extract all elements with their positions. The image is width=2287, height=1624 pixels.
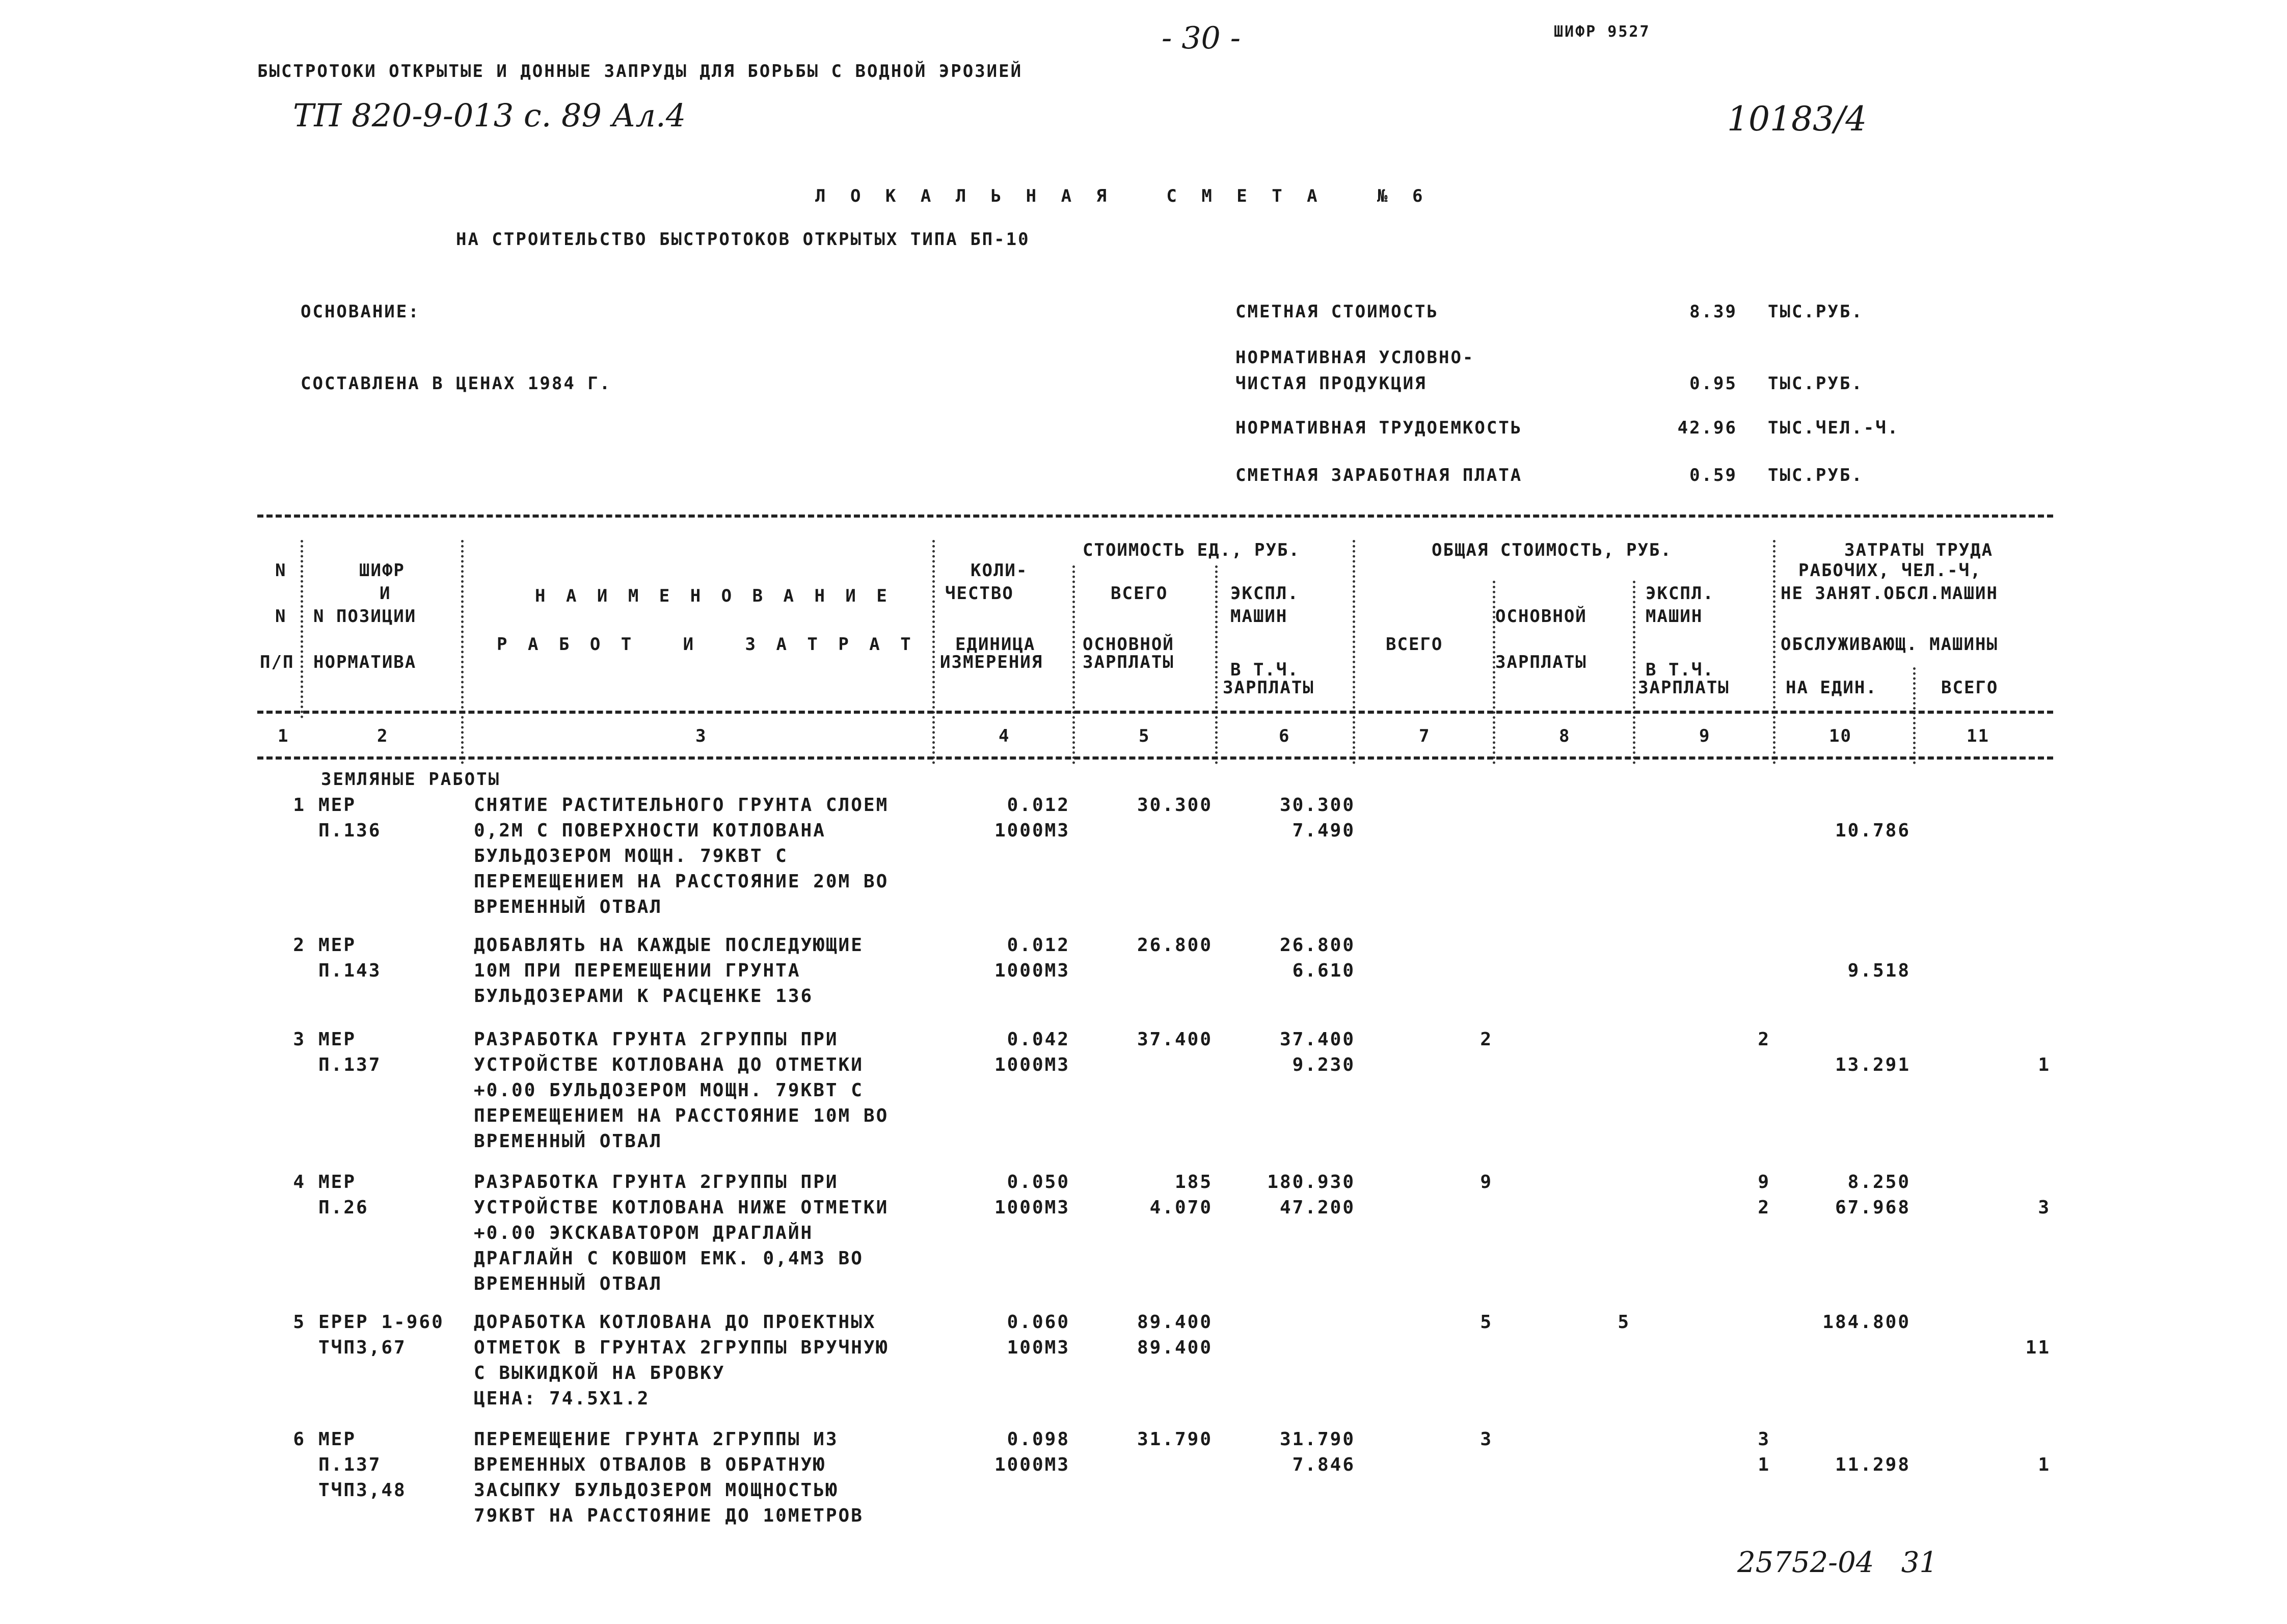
row-unit-cost-total: 31.790 [1137,1429,1213,1450]
header-col4: ЧЕСТВО [945,583,1014,604]
row-unit-cost-machine-wages: 9.230 [1292,1054,1355,1075]
row-total-cost: 3 [1480,1429,1493,1450]
basis-label: ОСНОВАНИЕ: [301,302,420,322]
summary-unit: ТЫС.ЧЕЛ.-Ч. [1768,418,1900,438]
row-name-line: ДОБАВЛЯТЬ НА КАЖДЫЕ ПОСЛЕДУЮЩИЕ [474,935,864,956]
column-number: 4 [999,726,1010,746]
header-col3: Р А Б О Т И З А Т Р А Т [497,634,916,655]
summary-value: 42.96 [1677,418,1737,438]
cipher-code: ШИФР 9527 [1554,23,1651,41]
summary-value: 0.95 [1689,373,1737,394]
prices-label: СОСТАВЛЕНА В ЦЕНАХ 1984 Г. [301,373,612,394]
row-labor-per-unit-machines: 67.968 [1835,1197,1911,1218]
row-unit-cost-machines: 180.930 [1267,1172,1355,1193]
row-total-cost: 9 [1480,1172,1493,1193]
row-code: ЕРЕР 1-960 [318,1312,444,1333]
header-col5: ВСЕГО [1111,583,1168,604]
row-code: П.137 [318,1054,382,1075]
row-name-line: ЦЕНА: 74.5X1.2 [474,1388,650,1409]
column-separator [1353,540,1355,764]
row-unit-cost-total: 37.400 [1137,1029,1213,1050]
row-quantity: 0.098 [1007,1429,1070,1450]
row-name-line: ВРЕМЕННЫЙ ОТВАЛ [474,1274,663,1294]
header-col1: N [275,606,287,627]
header-col4: ИЗМЕРЕНИЯ [940,652,1043,672]
summary-value: 8.39 [1689,302,1737,322]
header-col9: МАШИН [1646,606,1703,627]
row-name-line: ДРАГЛАЙН С КОВШОМ ЕМК. 0,4М3 ВО [474,1248,864,1269]
row-code: МЕР [318,1172,357,1193]
row-quantity: 0.012 [1007,935,1070,956]
row-labor-total: 1 [2038,1054,2051,1075]
row-unit: 1000М3 [994,1197,1070,1218]
header-col6: ЗАРПЛАТЫ [1223,678,1314,698]
row-name-line: +0.00 БУЛЬДОЗЕРОМ МОЩН. 79КВТ С [474,1080,864,1101]
row-name-line: ВРЕМЕННЫХ ОТВАЛОВ В ОБРАТНУЮ [474,1454,826,1475]
header-col4: ЕДИНИЦА [955,634,1036,655]
row-unit-cost-machine-wages: 7.490 [1292,820,1355,841]
row-name-line: БУЛЬДОЗЕРОМ МОЩН. 79КВТ С [474,846,788,867]
row-labor-total: 11 [2025,1337,2051,1358]
header-col8: ЗАРПЛАТЫ [1495,652,1587,672]
row-unit-cost-total: 26.800 [1137,935,1213,956]
header-col2: И [380,583,391,604]
column-number: 9 [1699,726,1711,746]
row-unit-cost-total: 30.300 [1137,795,1213,816]
series-title: БЫСТРОТОКИ ОТКРЫТЫЕ И ДОННЫЕ ЗАПРУДЫ ДЛЯ БОРЬБЫ С ВОДНОЙ ЭРОЗИЕЙ [257,61,1023,82]
row-name-line: УСТРОЙСТВЕ КОТЛОВАНА НИЖЕ ОТМЕТКИ [474,1197,889,1218]
row-name-line: 79КВТ НА РАССТОЯНИЕ ДО 10МЕТРОВ [474,1505,864,1526]
header-col9: В Т.Ч. [1646,660,1714,680]
row-labor-total: 1 [2038,1454,2051,1475]
row-labor-per-unit: 184.800 [1822,1312,1911,1333]
row-name-line: 0,2М С ПОВЕРХНОСТИ КОТЛОВАНА [474,820,826,841]
row-unit: 1000М3 [994,1054,1070,1075]
row-code: МЕР [318,1429,357,1450]
row-name-line: ОТМЕТОК В ГРУНТАХ 2ГРУППЫ ВРУЧНУЮ [474,1337,889,1358]
column-number: 1 [278,726,289,746]
header-total-cost: ОБЩАЯ СТОИМОСТЬ, РУБ. [1432,540,1672,560]
row-unit-cost-machine-wages: 6.610 [1292,960,1355,981]
row-total-machine-wages: 1 [1758,1454,1770,1475]
header-col2: ШИФР [359,560,405,581]
document-number: 10183/4 [1727,99,1867,139]
column-number: 10 [1829,726,1852,746]
row-name-line: РАЗРАБОТКА ГРУНТА 2ГРУППЫ ПРИ [474,1172,839,1193]
row-name-line: ПЕРЕМЕЩЕНИЕ ГРУНТА 2ГРУППЫ ИЗ [474,1429,839,1450]
header-col10: НА ЕДИН. [1786,678,1877,698]
header-col6: ЭКСПЛ. [1230,583,1299,604]
divider [257,711,2053,714]
row-name-line: УСТРОЙСТВЕ КОТЛОВАНА ДО ОТМЕТКИ [474,1054,864,1075]
row-unit-cost-machines: 37.400 [1279,1029,1355,1050]
row-name-line: СНЯТИЕ РАСТИТЕЛЬНОГО ГРУНТА СЛОЕМ [474,795,889,816]
row-total-cost: 2 [1480,1029,1493,1050]
row-code: П.137 [318,1454,382,1475]
row-total-cost: 5 [1480,1312,1493,1333]
row-name-line: ВРЕМЕННЫЙ ОТВАЛ [474,1131,663,1152]
row-quantity: 0.050 [1007,1172,1070,1193]
row-unit-cost-machines: 31.790 [1279,1429,1355,1450]
row-unit: 1000М3 [994,1454,1070,1475]
footer-stamp: 25752-04 31 [1737,1546,1938,1579]
row-labor-per-unit-machines: 11.298 [1835,1454,1911,1475]
header-labor: ЗАТРАТЫ ТРУДА [1844,540,1994,560]
row-unit-cost-total: 185 [1174,1172,1213,1193]
header-col11: ВСЕГО [1941,678,1999,698]
row-unit: 1000М3 [994,960,1070,981]
header-col1: N [275,560,287,581]
row-code: П.26 [318,1197,369,1218]
row-code: П.136 [318,820,382,841]
row-code: МЕР [318,795,357,816]
header-col8: ОСНОВНОЙ [1495,606,1587,627]
row-unit-cost-wages: 4.070 [1149,1197,1213,1218]
column-number: 5 [1139,726,1150,746]
column-number: 8 [1559,726,1571,746]
header-col2: НОРМАТИВА [313,652,417,672]
row-labor-per-unit: 8.250 [1847,1172,1911,1193]
row-name-line: 10М ПРИ ПЕРЕМЕЩЕНИИ ГРУНТА [474,960,801,981]
column-number: 7 [1419,726,1431,746]
header-col1: П/П [260,652,294,672]
column-number: 6 [1279,726,1290,746]
summary-label: СМЕТНАЯ ЗАРАБОТНАЯ ПЛАТА [1235,465,1523,485]
row-name-line: РАЗРАБОТКА ГРУНТА 2ГРУППЫ ПРИ [474,1029,839,1050]
row-unit-cost-total: 89.400 [1137,1312,1213,1333]
page-number: - 30 - [1162,20,1241,56]
estimate-title: Л О К А Л Ь Н А Я С М Е Т А № 6 [815,186,1430,206]
summary-unit: ТЫС.РУБ. [1768,302,1864,322]
row-code: МЕР [318,1029,357,1050]
row-number: 3 [293,1029,306,1050]
row-labor-per-unit-machines: 9.518 [1847,960,1911,981]
header-col2: N ПОЗИЦИИ [313,606,417,627]
summary-label: НОРМАТИВНАЯ УСЛОВНО- [1235,347,1475,368]
row-name-line: ПЕРЕМЕЩЕНИЕМ НА РАССТОЯНИЕ 10М ВО [474,1105,889,1126]
row-code: ТЧП3,48 [318,1480,407,1501]
header-col4: КОЛИ- [971,560,1028,581]
row-name-line: +0.00 ЭКСКАВАТОРОМ ДРАГЛАЙН [474,1223,814,1243]
column-number: 3 [695,726,707,746]
row-total-machines: 2 [1758,1029,1770,1050]
row-labor-per-unit-machines: 13.291 [1835,1054,1911,1075]
column-number: 11 [1967,726,1989,746]
summary-unit: ТЫС.РУБ. [1768,465,1864,485]
row-unit: 100М3 [1007,1337,1070,1358]
header-labor: НЕ ЗАНЯТ.ОБСЛ.МАШИН [1781,583,1998,604]
column-separator [461,540,464,764]
header-col5: ОСНОВНОЙ [1083,634,1174,655]
header-labor: ОБСЛУЖИВАЮЩ. МАШИНЫ [1781,634,1998,655]
row-number: 6 [293,1429,306,1450]
row-number: 4 [293,1172,306,1193]
row-unit-cost-wages: 89.400 [1137,1337,1213,1358]
row-code: ТЧП3,67 [318,1337,407,1358]
header-col6: В Т.Ч. [1230,660,1299,680]
estimate-subtitle: НА СТРОИТЕЛЬСТВО БЫСТРОТОКОВ ОТКРЫТЫХ ТИПА БП-10 [456,229,1030,250]
row-number: 2 [293,935,306,956]
summary-value: 0.59 [1689,465,1737,485]
column-separator [1913,667,1916,764]
column-separator [1773,540,1775,764]
section-title: ЗЕМЛЯНЫЕ РАБОТЫ [321,769,501,790]
header-labor: РАБОЧИХ, ЧЕЛ.-Ч, [1798,560,1982,581]
column-separator [932,540,935,764]
row-total-wages: 5 [1618,1312,1630,1333]
header-col5: ЗАРПЛАТЫ [1083,652,1174,672]
row-labor-total: 3 [2038,1197,2051,1218]
column-separator [301,540,303,718]
header-unit-cost: СТОИМОСТЬ ЕД., РУБ. [1083,540,1300,560]
header-col9: ЗАРПЛАТЫ [1638,678,1730,698]
row-number: 1 [293,795,306,816]
row-name-line: ВРЕМЕННЫЙ ОТВАЛ [474,897,663,917]
row-quantity: 0.042 [1007,1029,1070,1050]
row-unit-cost-machines: 26.800 [1279,935,1355,956]
header-col3: Н А И М Е Н О В А Н И Е [535,586,892,606]
summary-unit: ТЫС.РУБ. [1768,373,1864,394]
row-number: 5 [293,1312,306,1333]
header-col9: ЭКСПЛ. [1646,583,1714,604]
document-code: ТП 820-9-013 с. 89 Ал.4 [293,97,686,134]
row-total-machines: 9 [1758,1172,1770,1193]
row-name-line: ДОРАБОТКА КОТЛОВАНА ДО ПРОЕКТНЫХ [474,1312,876,1333]
row-unit: 1000М3 [994,820,1070,841]
row-name-line: ПЕРЕМЕЩЕНИЕМ НА РАССТОЯНИЕ 20М ВО [474,871,889,892]
row-name-line: ЗАСЫПКУ БУЛЬДОЗЕРОМ МОЩНОСТЬЮ [474,1480,839,1501]
column-separator [1072,565,1075,764]
row-name-line: С ВЫКИДКОЙ НА БРОВКУ [474,1363,725,1384]
row-total-machines: 3 [1758,1429,1770,1450]
row-code: П.143 [318,960,382,981]
divider [257,756,2053,760]
row-code: МЕР [318,935,357,956]
column-number: 2 [377,726,389,746]
row-total-machine-wages: 2 [1758,1197,1770,1218]
row-labor-per-unit-machines: 10.786 [1835,820,1911,841]
header-col7: ВСЕГО [1386,634,1443,655]
header-col6: МАШИН [1230,606,1288,627]
row-quantity: 0.060 [1007,1312,1070,1333]
summary-label: СМЕТНАЯ СТОИМОСТЬ [1235,302,1439,322]
row-quantity: 0.012 [1007,795,1070,816]
row-unit-cost-machines: 30.300 [1279,795,1355,816]
column-separator [1215,565,1218,764]
column-separator [1633,581,1635,764]
divider [257,515,2053,518]
summary-label: НОРМАТИВНАЯ ТРУДОЕМКОСТЬ [1235,418,1523,438]
summary-label-cont: ЧИСТАЯ ПРОДУКЦИЯ [1235,373,1427,394]
row-name-line: БУЛЬДОЗЕРАМИ К РАСЦЕНКЕ 136 [474,986,814,1007]
row-unit-cost-machine-wages: 47.200 [1279,1197,1355,1218]
row-unit-cost-machine-wages: 7.846 [1292,1454,1355,1475]
